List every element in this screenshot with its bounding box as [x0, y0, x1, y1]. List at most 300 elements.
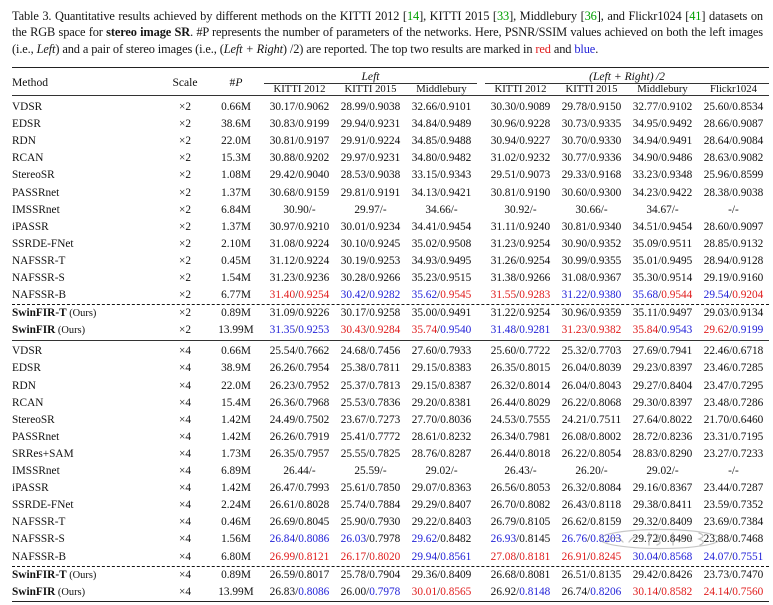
cell-metric: 30.28/0.9266 — [340, 272, 401, 285]
cell-scale: ×2 — [178, 118, 192, 131]
cell-method: NAFSSR-B — [12, 289, 66, 302]
caption-bold-stereo-image-sr: stereo image SR — [106, 25, 191, 40]
caption-text-4: ], and Flickr1024 [ — [596, 9, 690, 23]
column-gap — [477, 429, 485, 446]
table-row — [12, 429, 769, 446]
cell-method: NAFSSR-T — [12, 516, 66, 529]
cell-params: 1.73M — [221, 447, 251, 460]
cell-metric: 26.44/- — [283, 465, 316, 478]
cell-metric: 29.20/0.8381 — [411, 396, 472, 409]
cell-metric: 24.14/0.7560 — [703, 585, 764, 598]
cell-metric: 29.81/0.9191 — [340, 186, 401, 199]
cell-metric: 25.90/0.7930 — [340, 516, 401, 529]
cell-scale: ×4 — [178, 568, 192, 581]
cell-metric: 30.14/0.8582 — [632, 585, 693, 598]
cell-metric: 33.23/0.9348 — [632, 169, 693, 182]
cell-method: RCAN — [12, 152, 44, 165]
cell-metric: 26.22/0.8068 — [561, 396, 622, 409]
cell-metric: 29.03/0.9134 — [703, 307, 764, 320]
column-gap — [477, 84, 485, 96]
citation-ref-14[interactable]: 14 — [406, 9, 420, 23]
cell-metric: 31.35/0.9253 — [269, 324, 330, 337]
cell-params: 0.66M — [221, 345, 251, 358]
cell-metric: 30.43/0.9284 — [340, 324, 401, 337]
cell-params: 6.89M — [221, 465, 251, 478]
column-gap — [477, 185, 485, 202]
cell-metric: 26.00/0.7978 — [340, 585, 401, 598]
cell-metric: 30.01/0.8565 — [411, 585, 472, 598]
cell-metric: 26.61/0.8028 — [269, 499, 330, 512]
cell-metric: 29.36/0.8409 — [411, 568, 472, 581]
cell-metric: 27.69/0.7941 — [632, 345, 693, 358]
cell-params: 1.37M — [221, 186, 251, 199]
cell-method: NAFSSR-S — [12, 272, 65, 285]
column-gap — [477, 567, 485, 584]
cell-metric: 31.23/0.9382 — [561, 324, 622, 337]
cell-metric: 26.44/0.8018 — [490, 447, 551, 460]
cell-metric: 26.56/0.8053 — [490, 482, 551, 495]
column-gap — [477, 344, 485, 361]
cell-metric: 28.60/0.9097 — [703, 220, 764, 233]
table-row — [12, 446, 769, 463]
cell-metric: 25.60/0.7722 — [490, 345, 551, 358]
cell-metric: 23.69/0.7384 — [703, 516, 764, 529]
column-header-avg-4: Flickr1024 — [710, 83, 757, 96]
cell-metric: 29.54/0.9204 — [703, 289, 764, 302]
cell-method: SSRDE-FNet — [12, 237, 74, 250]
cell-metric: 27.60/0.7933 — [411, 345, 472, 358]
table-row — [12, 99, 769, 116]
cell-metric: 23.67/0.7273 — [340, 413, 401, 426]
cell-scale: ×2 — [178, 186, 192, 199]
column-gap — [477, 480, 485, 497]
table-row — [12, 361, 769, 378]
cell-metric: 25.55/0.7825 — [340, 447, 401, 460]
cell-metric: 28.64/0.9084 — [703, 135, 764, 148]
cell-params: 6.84M — [221, 203, 251, 216]
table-row — [12, 514, 769, 531]
cell-metric: 34.90/0.9486 — [632, 152, 693, 165]
cell-metric: 31.22/0.9380 — [561, 289, 622, 302]
column-header-left-1: KITTI 2012 — [273, 83, 326, 96]
cell-params: 0.46M — [221, 516, 251, 529]
table-row — [12, 116, 769, 133]
cell-params: 2.10M — [221, 237, 251, 250]
cell-metric: 28.63/0.9082 — [703, 152, 764, 165]
table-row — [12, 150, 769, 167]
cell-params: 15.4M — [221, 396, 251, 409]
cell-metric: 25.78/0.7904 — [340, 568, 401, 581]
cell-metric: 25.61/0.7850 — [340, 482, 401, 495]
cell-metric: 30.30/0.9089 — [490, 101, 551, 114]
cell-metric: 30.96/0.9228 — [490, 118, 551, 131]
column-gap — [477, 549, 485, 566]
cell-metric: 28.94/0.9128 — [703, 254, 764, 267]
column-gap — [477, 287, 485, 304]
table-row — [12, 395, 769, 412]
cell-method: SRRes+SAM — [12, 447, 74, 460]
cell-params: 0.66M — [221, 101, 251, 114]
cell-metric: 24.68/0.7456 — [340, 345, 401, 358]
cell-metric: 26.32/0.8014 — [490, 379, 551, 392]
column-gap — [477, 168, 485, 185]
cell-metric: 26.99/0.8121 — [269, 550, 330, 563]
cell-metric: 29.19/0.9160 — [703, 272, 764, 285]
cell-params: 6.77M — [221, 289, 251, 302]
table-row — [12, 412, 769, 429]
cell-params: 0.45M — [221, 254, 251, 267]
cell-metric: 30.83/0.9199 — [269, 118, 330, 131]
column-gap — [477, 497, 485, 514]
column-gap — [477, 361, 485, 378]
cell-scale: ×2 — [178, 220, 192, 233]
cell-metric: 26.43/0.8118 — [561, 499, 622, 512]
cell-metric: 31.26/0.9254 — [490, 254, 551, 267]
cell-metric: 23.27/0.7233 — [703, 447, 764, 460]
table-row — [12, 202, 769, 219]
cell-metric: 30.81/0.9197 — [269, 135, 330, 148]
column-gap — [477, 270, 485, 287]
cell-method: RCAN — [12, 396, 44, 409]
cell-scale: ×4 — [178, 345, 192, 358]
cell-scale: ×4 — [178, 362, 192, 375]
cell-scale: ×4 — [178, 482, 192, 495]
cell-metric: 24.49/0.7502 — [269, 413, 330, 426]
table-row — [12, 322, 769, 340]
column-header-left-3: Middlebury — [416, 83, 467, 96]
caption-text-2: ], KITTI 2015 [ — [419, 9, 497, 23]
caption-word-blue: blue — [574, 41, 596, 56]
cell-scale: ×2 — [178, 289, 192, 302]
cell-params: 6.80M — [221, 550, 251, 563]
cell-metric: 29.51/0.9073 — [490, 169, 551, 182]
caption-label: Table 3. — [12, 9, 52, 23]
caption-text-3: ], Middlebury [ — [509, 9, 585, 23]
cell-metric: 26.51/0.8135 — [561, 568, 622, 581]
cell-metric: 24.07/0.7551 — [703, 550, 764, 563]
cell-method: StereoSR — [12, 169, 55, 182]
cell-metric: 31.08/0.9224 — [269, 237, 330, 250]
cell-metric: 25.74/0.7884 — [340, 499, 401, 512]
cell-metric: 35.01/0.9495 — [632, 254, 693, 267]
cell-metric: 28.99/0.9038 — [340, 101, 401, 114]
cell-scale: ×4 — [178, 465, 192, 478]
cell-method: NAFSSR-B — [12, 550, 66, 563]
cell-metric: 26.43/- — [504, 465, 537, 478]
column-header-method: Method — [12, 76, 49, 90]
cell-metric: 29.94/0.9231 — [340, 118, 401, 131]
cell-metric: 25.96/0.8599 — [703, 169, 764, 182]
cell-metric: 29.02/- — [425, 465, 458, 478]
cell-metric: 27.70/0.8036 — [411, 413, 472, 426]
cell-method: IMSSRnet — [12, 203, 60, 216]
cell-metric: 30.42/0.9282 — [340, 289, 401, 302]
cell-metric: 26.83/0.8086 — [269, 585, 330, 598]
column-gap — [477, 395, 485, 412]
column-gap — [477, 253, 485, 270]
cell-metric: 26.04/0.8043 — [561, 379, 622, 392]
column-gap — [477, 71, 485, 83]
cell-metric: 26.20/- — [575, 465, 608, 478]
cell-metric: -/- — [728, 465, 739, 478]
table-row — [12, 584, 769, 602]
cell-metric: 34.51/0.9454 — [632, 220, 693, 233]
cell-method: PASSRnet — [12, 186, 60, 199]
cell-metric: 31.22/0.9254 — [490, 307, 551, 320]
cell-metric: 29.62/0.9199 — [703, 324, 764, 337]
cell-method: NAFSSR-S — [12, 533, 65, 546]
table-rule — [12, 601, 769, 605]
cell-metric: 30.66/- — [575, 203, 608, 216]
cell-metric: 29.15/0.8383 — [411, 362, 472, 375]
cell-params: 1.08M — [221, 169, 251, 182]
column-gap — [477, 150, 485, 167]
cell-metric: 26.93/0.8145 — [490, 533, 551, 546]
cell-metric: 29.29/0.8407 — [411, 499, 472, 512]
cell-params: 1.37M — [221, 220, 251, 233]
cell-metric: 30.68/0.9159 — [269, 186, 330, 199]
cell-metric: 23.48/0.7286 — [703, 396, 764, 409]
cell-metric: 29.42/0.9040 — [269, 169, 330, 182]
cell-metric: 23.73/0.7470 — [703, 568, 764, 581]
cell-metric: 29.22/0.8403 — [411, 516, 472, 529]
caption-text-1: Quantitative results achieved by different methods on the KITTI 2012 [ — [51, 9, 407, 23]
column-gap — [477, 305, 485, 322]
cell-metric: 26.36/0.7968 — [269, 396, 330, 409]
cell-metric: 30.04/0.8568 — [632, 550, 693, 563]
cell-metric: 26.32/0.8084 — [561, 482, 622, 495]
column-header-avg-3: Middlebury — [637, 83, 688, 96]
cell-metric: 25.32/0.7703 — [561, 345, 622, 358]
column-gap — [477, 236, 485, 253]
cell-metric: 29.32/0.8409 — [632, 516, 693, 529]
column-header-scale: Scale — [172, 76, 198, 90]
cell-metric: 29.91/0.9224 — [340, 135, 401, 148]
table-caption — [12, 8, 763, 57]
table-row — [12, 480, 769, 497]
cell-scale: ×4 — [178, 499, 192, 512]
cell-metric: 34.41/0.9454 — [411, 220, 472, 233]
cell-metric: 28.38/0.9038 — [703, 186, 764, 199]
cell-metric: 30.19/0.9253 — [340, 254, 401, 267]
cell-metric: 28.61/0.8232 — [411, 430, 472, 443]
caption-text-5: ] datasets on the RGB space for — [12, 9, 763, 40]
cell-params: 38.6M — [221, 118, 251, 131]
cell-metric: 25.60/0.8534 — [703, 101, 764, 114]
column-group-left: Left — [361, 69, 380, 83]
cell-metric: 28.76/0.8287 — [411, 447, 472, 460]
cell-scale: ×2 — [178, 152, 192, 165]
cell-metric: 35.00/0.9491 — [411, 307, 472, 320]
citation-ref-41[interactable]: 41 — [689, 9, 702, 23]
cell-metric: 23.47/0.7295 — [703, 379, 764, 392]
column-gap — [477, 99, 485, 116]
cell-params: 1.56M — [221, 533, 251, 546]
cell-method: SwinFIR-T (Ours) — [12, 568, 97, 581]
cell-method: SSRDE-FNet — [12, 499, 74, 512]
cell-metric: 31.02/0.9232 — [490, 152, 551, 165]
cell-method: RDN — [12, 135, 36, 148]
caption-text-10: . — [595, 41, 599, 56]
cell-method: EDSR — [12, 118, 41, 131]
table-header-row — [12, 71, 769, 83]
cell-metric: 34.13/0.9421 — [411, 186, 472, 199]
cell-scale: ×2 — [178, 169, 192, 182]
cell-scale: ×4 — [178, 379, 192, 392]
cell-metric: 28.83/0.8290 — [632, 447, 693, 460]
column-gap — [477, 584, 485, 602]
cell-metric: 35.68/0.9544 — [632, 289, 693, 302]
table-row — [12, 168, 769, 185]
cell-scale: ×4 — [178, 447, 192, 460]
cell-metric: 31.40/0.9254 — [269, 289, 330, 302]
cell-metric: 24.21/0.7511 — [561, 413, 622, 426]
cell-method: SwinFIR (Ours) — [12, 585, 86, 598]
table-row — [12, 567, 769, 584]
table-row — [12, 219, 769, 236]
cell-metric: 27.08/0.8181 — [490, 550, 551, 563]
cell-metric: 28.85/0.9132 — [703, 237, 764, 250]
cell-metric: 22.46/0.6718 — [703, 345, 764, 358]
cell-metric: 29.38/0.8411 — [632, 499, 693, 512]
column-header-avg-2: KITTI 2015 — [565, 83, 618, 96]
table-row — [12, 549, 769, 566]
cell-metric: 26.70/0.8082 — [490, 499, 551, 512]
table-row — [12, 236, 769, 253]
cell-metric: 26.26/0.7954 — [269, 362, 330, 375]
cell-method: iPASSR — [12, 482, 49, 495]
cell-method: PASSRnet — [12, 430, 60, 443]
cell-metric: 34.23/0.9422 — [632, 186, 693, 199]
cell-metric: 25.53/0.7836 — [340, 396, 401, 409]
cell-metric: 34.85/0.9488 — [411, 135, 472, 148]
table-row — [12, 378, 769, 395]
cell-metric: 34.80/0.9482 — [411, 152, 472, 165]
cell-metric: 26.04/0.8039 — [561, 362, 622, 375]
cell-metric: 26.34/0.7981 — [490, 430, 551, 443]
cell-metric: 26.62/0.8159 — [561, 516, 622, 529]
cell-params: 1.42M — [221, 413, 251, 426]
cell-metric: 29.42/0.8426 — [632, 568, 693, 581]
cell-params: 1.54M — [221, 272, 251, 285]
cell-metric: 29.15/0.8387 — [411, 379, 472, 392]
cell-metric: 25.41/0.7772 — [340, 430, 401, 443]
table-row — [12, 305, 769, 322]
cell-metric: 26.76/0.8203 — [561, 533, 622, 546]
caption-text-9: and — [550, 41, 575, 56]
citation-ref-33[interactable]: 33 — [496, 9, 510, 23]
cell-metric: 30.81/0.9340 — [561, 220, 622, 233]
cell-params: 38.9M — [221, 362, 251, 375]
cell-metric: 29.27/0.8404 — [632, 379, 693, 392]
caption-word-red: red — [535, 41, 551, 56]
cell-metric: 30.90/0.9352 — [561, 237, 622, 250]
cell-metric: 29.72/0.8490 — [632, 533, 693, 546]
cell-metric: 26.17/0.8020 — [340, 550, 401, 563]
table-row — [12, 253, 769, 270]
column-header-params: #P — [229, 76, 243, 90]
cell-metric: 26.69/0.8045 — [269, 516, 330, 529]
table-row — [12, 344, 769, 361]
table-row — [12, 463, 769, 480]
cell-params: 22.0M — [221, 379, 251, 392]
cell-metric: 26.03/0.7978 — [340, 533, 401, 546]
cell-metric: 35.62/0.9545 — [411, 289, 472, 302]
cell-metric: 30.92/- — [504, 203, 537, 216]
cell-metric: 26.79/0.8105 — [490, 516, 551, 529]
cell-metric: 26.08/0.8002 — [561, 430, 622, 443]
cell-scale: ×4 — [178, 533, 192, 546]
cell-method: SwinFIR (Ours) — [12, 324, 86, 337]
cell-metric: 26.23/0.7952 — [269, 379, 330, 392]
cell-metric: 30.99/0.9355 — [561, 254, 622, 267]
cell-method: iPASSR — [12, 220, 49, 233]
cell-metric: 26.74/0.8206 — [561, 585, 622, 598]
column-gap — [477, 463, 485, 480]
cell-metric: 24.53/0.7555 — [490, 413, 551, 426]
cell-metric: 31.11/0.9240 — [490, 220, 551, 233]
cell-metric: 31.09/0.9226 — [269, 307, 330, 320]
cell-scale: ×2 — [178, 101, 192, 114]
table-row — [12, 185, 769, 202]
cell-metric: 30.73/0.9335 — [561, 118, 622, 131]
cell-metric: 29.07/0.8363 — [411, 482, 472, 495]
cell-method: VDSR — [12, 345, 43, 358]
cell-metric: 30.81/0.9190 — [490, 186, 551, 199]
cell-metric: 25.37/0.7813 — [340, 379, 401, 392]
cell-metric: 29.97/- — [354, 203, 387, 216]
caption-italic-left: Left — [36, 41, 56, 56]
column-gap — [477, 446, 485, 463]
cell-metric: 29.23/0.8397 — [632, 362, 693, 375]
cell-metric: 30.77/0.9336 — [561, 152, 622, 165]
cell-metric: 35.30/0.9514 — [632, 272, 693, 285]
cell-metric: 29.62/0.8482 — [411, 533, 472, 546]
column-gap — [477, 322, 485, 340]
cell-metric: 31.12/0.9224 — [269, 254, 330, 267]
cell-metric: 35.11/0.9497 — [632, 307, 693, 320]
cell-metric: 29.16/0.8367 — [632, 482, 693, 495]
column-gap — [477, 219, 485, 236]
cell-metric: 34.67/- — [646, 203, 679, 216]
column-gap — [477, 116, 485, 133]
cell-scale: ×2 — [178, 254, 192, 267]
cell-metric: 26.68/0.8081 — [490, 568, 551, 581]
cell-metric: 28.72/0.8236 — [632, 430, 693, 443]
cell-scale: ×4 — [178, 550, 192, 563]
caption-text-6: . #P represents the number of parameters of the networks. Here, PSNR/SSIM values achieved on both the left images (i.e., — [12, 25, 763, 56]
cell-metric: 30.60/0.9300 — [561, 186, 622, 199]
column-gap — [477, 133, 485, 150]
cell-metric: 29.94/0.8561 — [411, 550, 472, 563]
cell-metric: 26.47/0.7993 — [269, 482, 330, 495]
cell-metric: 29.30/0.8397 — [632, 396, 693, 409]
cell-params: 1.42M — [221, 482, 251, 495]
cell-scale: ×2 — [178, 203, 192, 216]
cell-method: SwinFIR-T (Ours) — [12, 307, 97, 320]
cell-method: RDN — [12, 379, 36, 392]
cell-metric: 34.94/0.9491 — [632, 135, 693, 148]
citation-ref-36[interactable]: 36 — [584, 9, 597, 23]
cell-metric: 30.90/- — [283, 203, 316, 216]
column-header-avg-1: KITTI 2012 — [494, 83, 547, 96]
cell-metric: 34.66/- — [425, 203, 458, 216]
cell-metric: 26.22/0.8054 — [561, 447, 622, 460]
cell-metric: 32.66/0.9101 — [411, 101, 472, 114]
cell-metric: 34.93/0.9495 — [411, 254, 472, 267]
caption-text-7: ) and a pair of stereo images (i.e., ( — [55, 41, 224, 56]
cell-metric: 29.02/- — [646, 465, 679, 478]
